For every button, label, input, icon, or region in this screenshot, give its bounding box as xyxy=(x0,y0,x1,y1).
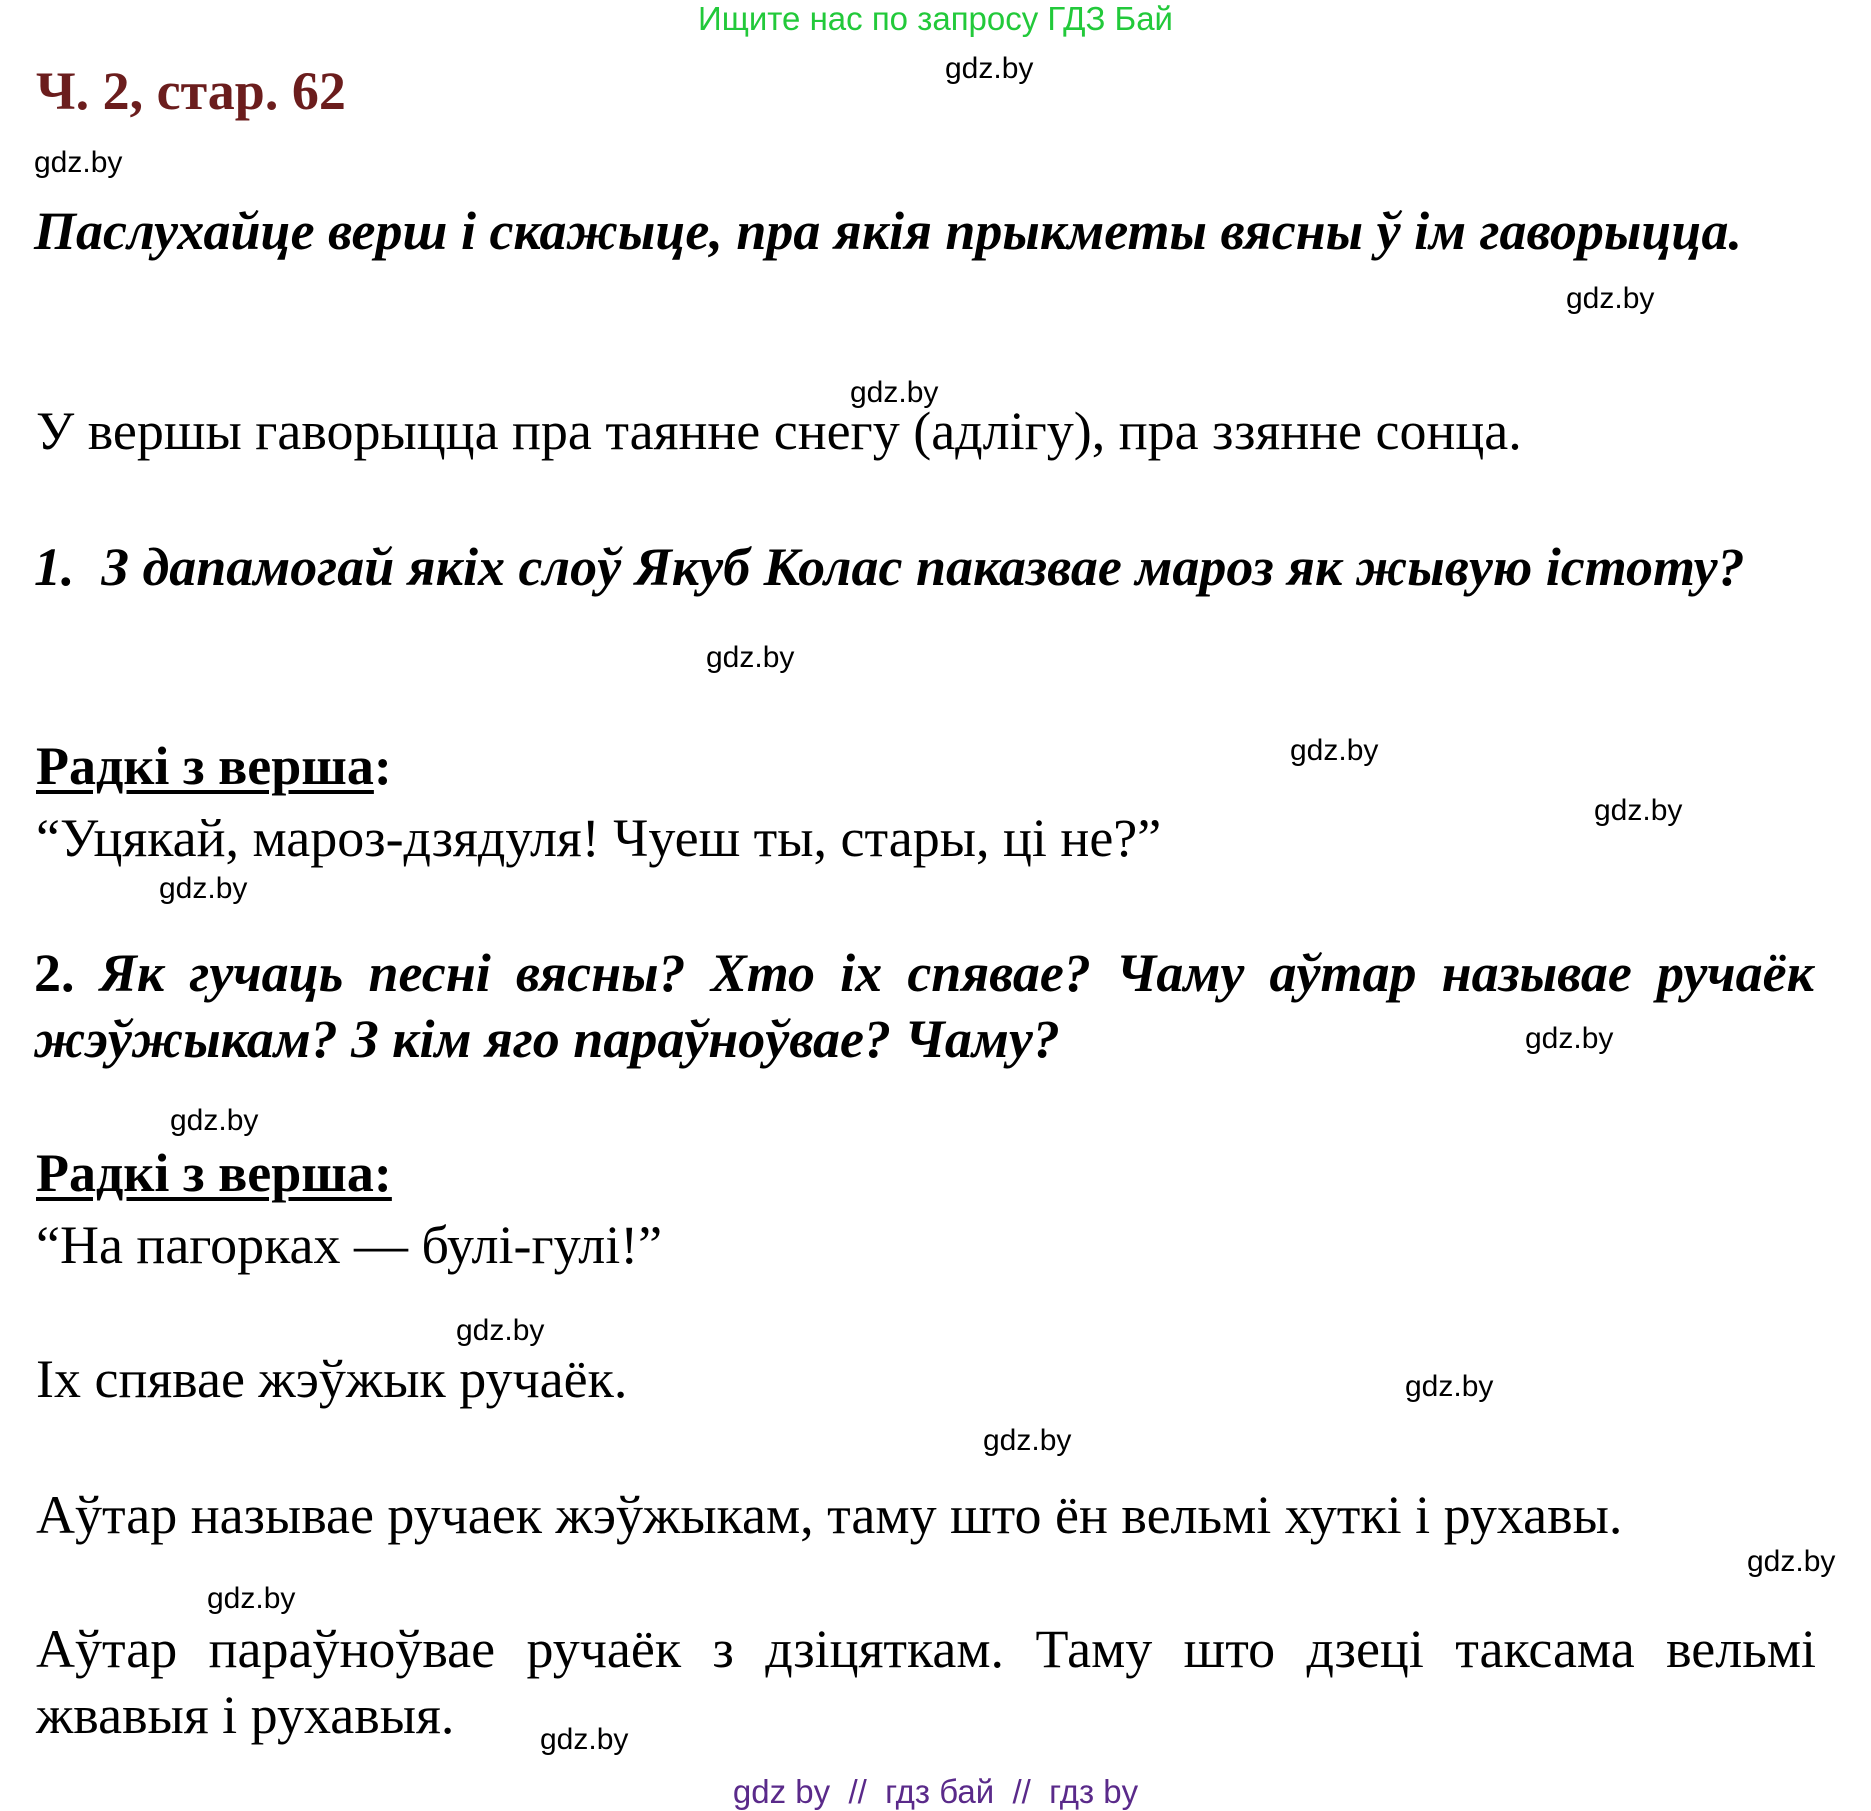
verse-quote-1: “Уцякай, мароз-дзядуля! Чуеш ты, стары, ці не?” xyxy=(36,808,1162,868)
task-1-number: 1. xyxy=(34,537,75,597)
watermark: gdz.by xyxy=(1525,1022,1614,1055)
watermark: gdz.by xyxy=(159,872,248,905)
answer-intro: У вершы гаворыцца пра таянне снегу (адлігу), пра ззянне сонца. xyxy=(36,401,1522,461)
watermark: gdz.by xyxy=(540,1723,629,1756)
task-1 xyxy=(34,534,1814,600)
watermark: gdz.by xyxy=(1290,734,1379,767)
top-banner: Ищите нас по запросу ГДЗ Бай xyxy=(698,0,1173,37)
watermark: gdz.by xyxy=(1405,1370,1494,1403)
watermark: gdz.by xyxy=(170,1104,259,1137)
verse-lines-heading-2-label: Радкі з верша: xyxy=(36,1143,392,1203)
watermark: gdz.by xyxy=(983,1424,1072,1457)
answer-2c: Аўтар параўноўвае ручаёк з дзіцяткам. Таму што дзеці таксама вельмі жвавыя і рухавыя. xyxy=(36,1619,1816,1745)
task-intro: Паслухайце верш і скажыце, пра якія прыкметы вясны ў ім гаворыцца. xyxy=(34,201,1742,261)
verse-lines-heading-1 xyxy=(36,735,392,797)
watermark: gdz.by xyxy=(1594,794,1683,827)
watermark: gdz.by xyxy=(34,146,123,179)
task-2-number: 2. xyxy=(34,943,75,1003)
watermark: gdz.by xyxy=(850,376,939,409)
watermark: gdz.by xyxy=(1747,1545,1836,1578)
watermark: gdz.by xyxy=(945,52,1034,85)
task-2-text: Як гучаць песні вясны? Хто іх спявае? Чаму аўтар называе ручаёк жэўжыкам? З кім яго параўноўвае? Чаму? xyxy=(34,943,1814,1069)
verse-lines-heading-1-colon: : xyxy=(373,736,392,796)
watermark: gdz.by xyxy=(1566,282,1655,315)
answer-2a: Іх спявае жэўжык ручаёк. xyxy=(36,1349,628,1409)
watermark: gdz.by xyxy=(207,1582,296,1615)
watermark: gdz.by xyxy=(456,1314,545,1347)
verse-lines-heading-1-label: Радкі з верша xyxy=(36,736,374,796)
verse-quote-2: “На пагорках — булі-гулі!” xyxy=(36,1215,663,1275)
footer-links: gdz by // гдз бай // гдз by xyxy=(732,1773,1139,1810)
page-title: Ч. 2, стар. 62 xyxy=(36,61,346,121)
answer-2b: Аўтар называе ручаек жэўжыкам, таму што ён вельмі хуткі і рухавы. xyxy=(36,1485,1623,1545)
verse-lines-heading-2 xyxy=(36,1142,392,1204)
watermark: gdz.by xyxy=(706,641,795,674)
task-1-text: З дапамогай якіх слоў Якуб Колас паказвае мароз як жывую істоту? xyxy=(101,537,1745,597)
